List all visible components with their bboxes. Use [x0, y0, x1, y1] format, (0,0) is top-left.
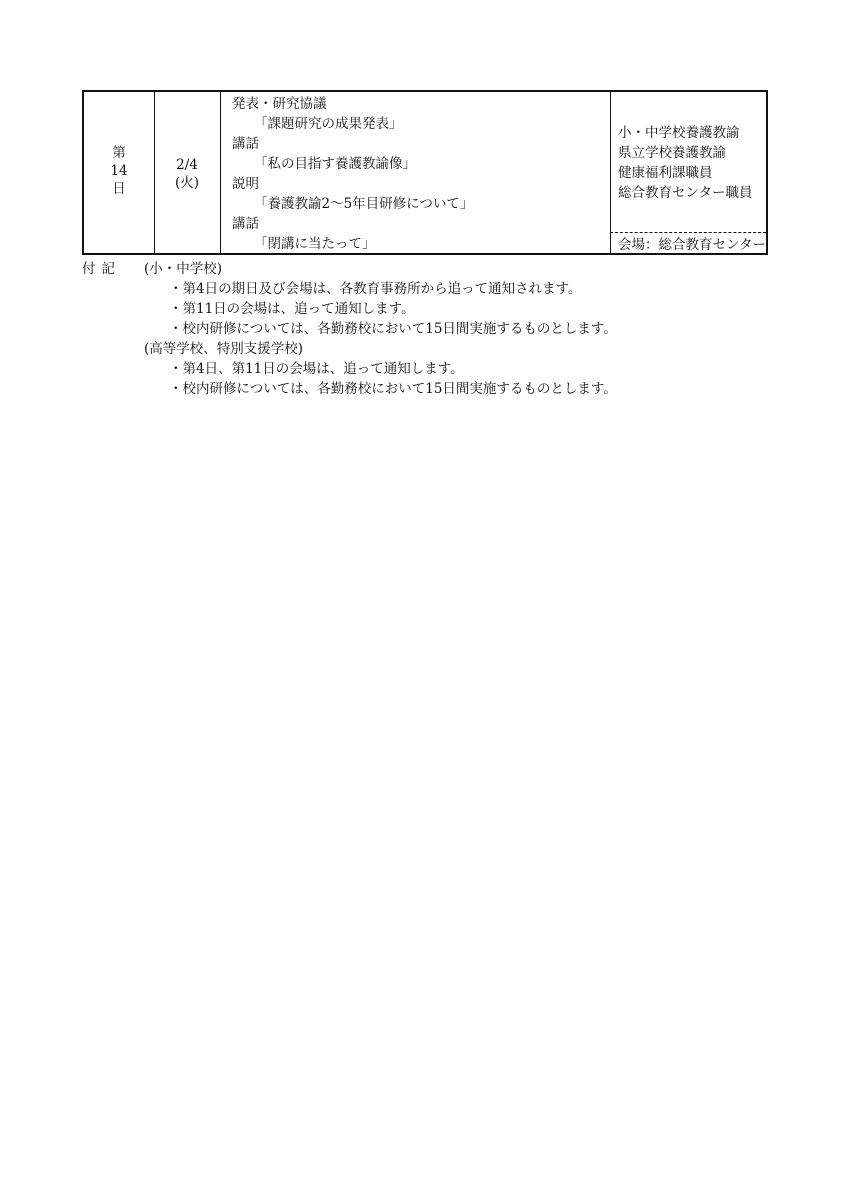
group-title: (小・中学校)	[144, 261, 223, 277]
session-type: 講話	[232, 216, 259, 232]
session-title: 「養護教諭2～5年目研修について」	[254, 196, 474, 212]
session-title: 「閉講に当たって」	[254, 236, 376, 252]
date-cell	[154, 156, 220, 192]
session-type: 説明	[232, 176, 259, 192]
day-label-line: 第	[112, 145, 126, 161]
column-divider	[610, 92, 611, 253]
dashed-divider	[610, 232, 766, 233]
group-title: (高等学校、特別支援学校)	[144, 341, 304, 357]
note-item: ・第11日の会場は、追って通知します。	[169, 301, 415, 317]
day-label-line: 日	[112, 181, 126, 197]
note-item: ・第4日、第11日の会場は、追って通知します。	[169, 361, 464, 377]
session-type: 講話	[232, 136, 259, 152]
weekday-text: (火)	[174, 175, 200, 191]
content-cell	[232, 94, 473, 254]
notes-label: 付記	[82, 261, 121, 277]
venue-text: 会場：総合教育センター	[618, 237, 766, 253]
staff-line: 小・中学校養護教諭	[618, 125, 740, 141]
column-divider	[220, 92, 221, 253]
date-text: 2/4	[176, 157, 198, 173]
day-number-cell	[84, 144, 154, 198]
staff-line: 総合教育センター職員	[618, 185, 753, 201]
note-item: ・校内研修については、各勤務校において15日間実施するものとします。	[169, 381, 617, 397]
session-type: 発表・研究協議	[232, 96, 327, 112]
note-item: ・校内研修については、各勤務校において15日間実施するものとします。	[169, 321, 617, 337]
schedule-table	[82, 90, 768, 255]
session-title: 「課題研究の成果発表」	[254, 116, 403, 132]
notes-section	[82, 259, 617, 399]
session-title: 「私の目指す養護教諭像」	[254, 156, 416, 172]
day-label-line: 14	[110, 163, 128, 179]
staff-line: 健康福利課職員	[618, 165, 713, 181]
note-item: ・第4日の期日及び会場は、各教育事務所から追って通知されます。	[169, 281, 582, 297]
staff-line: 県立学校養護教諭	[618, 145, 726, 161]
staff-cell	[618, 123, 752, 203]
